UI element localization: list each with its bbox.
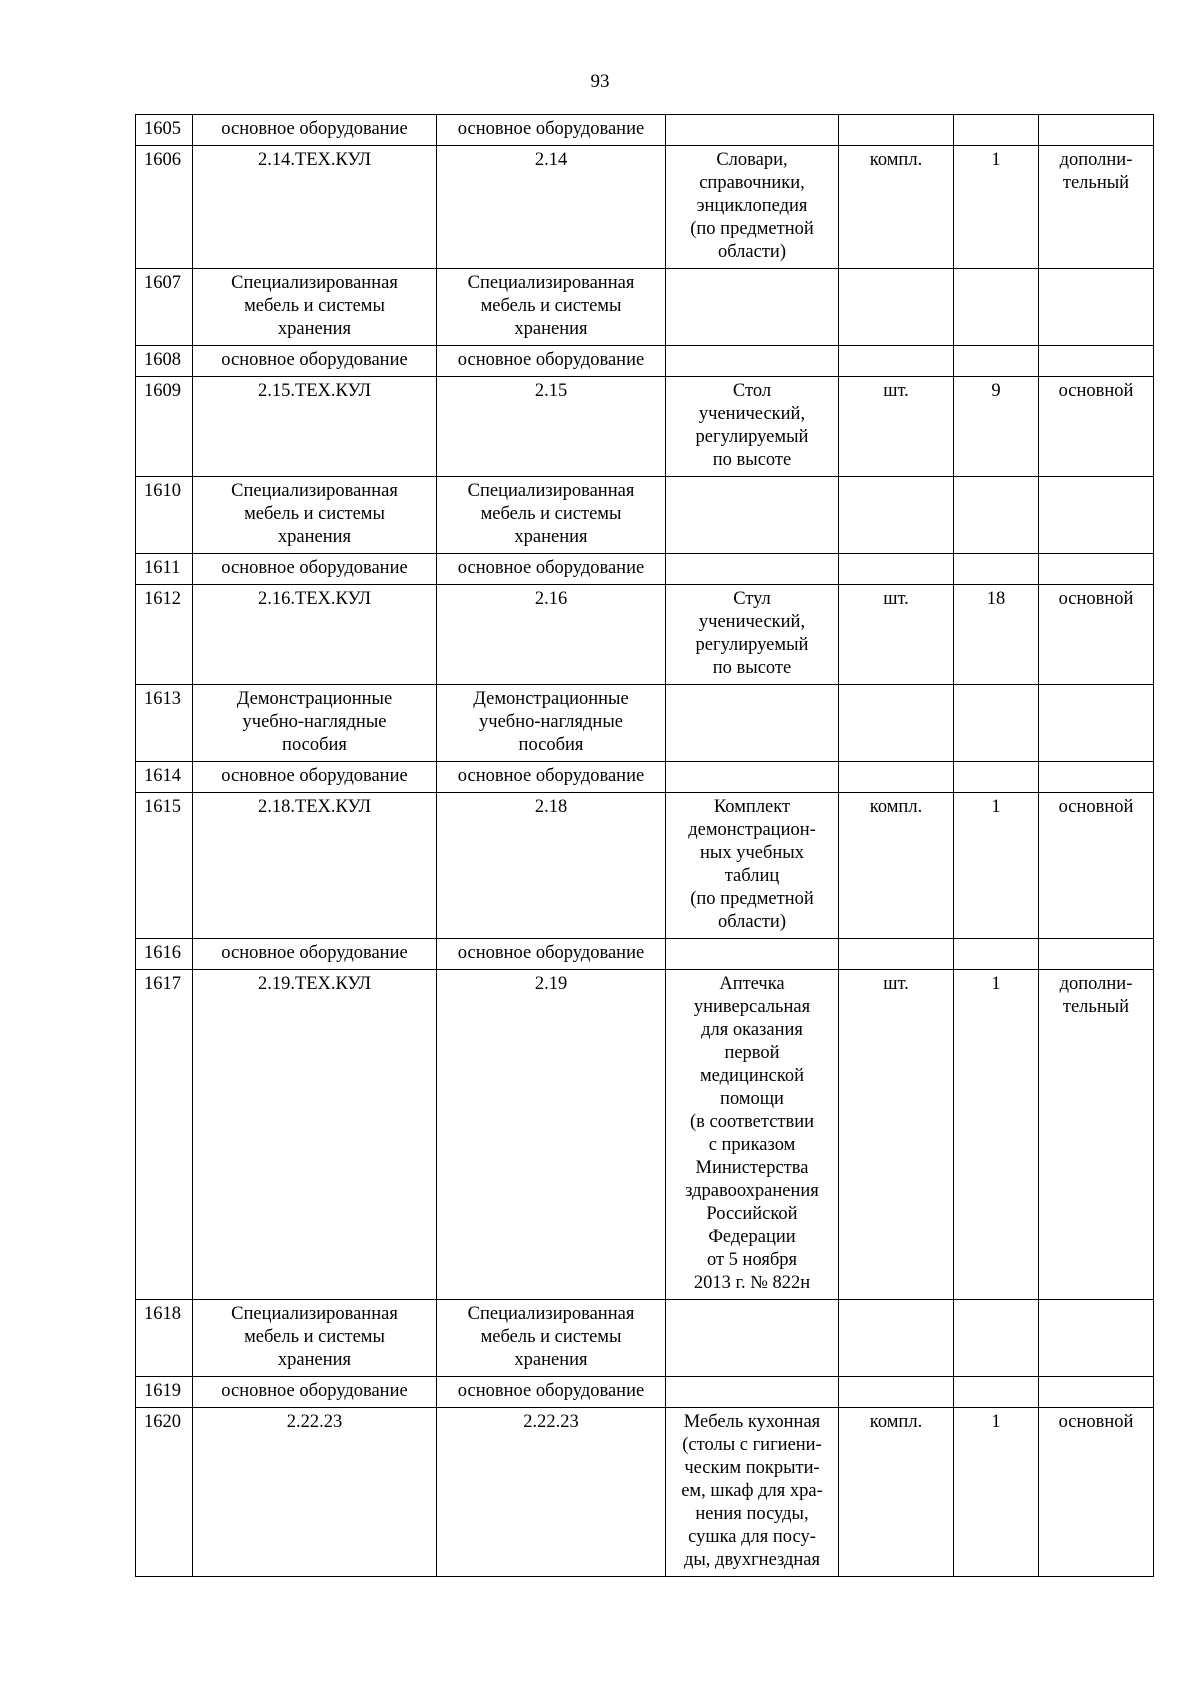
code-cell: 2.22.23 <box>193 1408 437 1577</box>
row-number-cell: 1610 <box>136 477 193 554</box>
row-number-cell: 1615 <box>136 793 193 939</box>
table-row <box>136 762 1154 793</box>
unit-cell <box>839 939 954 970</box>
code-cell: Специализированная мебель и системы хранения <box>193 269 437 346</box>
item-code-cell: основное оборудование <box>437 939 666 970</box>
table-body <box>136 115 1154 1577</box>
item-name-cell <box>666 762 839 793</box>
item-name-cell: Комплект демонстрацион- ных учебных таблиц (по предметной области) <box>666 793 839 939</box>
page-number: 93 <box>590 71 610 92</box>
type-cell <box>1039 939 1154 970</box>
table-row <box>136 685 1154 762</box>
unit-cell <box>839 685 954 762</box>
type-cell <box>1039 554 1154 585</box>
row-number-cell: 1620 <box>136 1408 193 1577</box>
quantity-cell <box>954 685 1039 762</box>
unit-cell <box>839 1377 954 1408</box>
unit-cell <box>839 554 954 585</box>
quantity-cell: 18 <box>954 585 1039 685</box>
table-row <box>136 346 1154 377</box>
quantity-cell <box>954 1300 1039 1377</box>
row-number-cell: 1612 <box>136 585 193 685</box>
unit-cell: шт. <box>839 377 954 477</box>
table-row <box>136 1408 1154 1577</box>
item-code-cell: Специализированная мебель и системы хранения <box>437 1300 666 1377</box>
quantity-cell <box>954 762 1039 793</box>
type-cell <box>1039 477 1154 554</box>
item-code-cell: основное оборудование <box>437 762 666 793</box>
quantity-cell: 1 <box>954 793 1039 939</box>
item-name-cell <box>666 269 839 346</box>
table-row <box>136 269 1154 346</box>
unit-cell: компл. <box>839 1408 954 1577</box>
item-name-cell <box>666 1377 839 1408</box>
item-name-cell <box>666 115 839 146</box>
item-name-cell <box>666 346 839 377</box>
code-cell: основное оборудование <box>193 939 437 970</box>
quantity-cell <box>954 554 1039 585</box>
row-number-cell: 1614 <box>136 762 193 793</box>
quantity-cell <box>954 939 1039 970</box>
item-code-cell: основное оборудование <box>437 554 666 585</box>
item-code-cell: 2.18 <box>437 793 666 939</box>
code-cell: 2.15.ТЕХ.КУЛ <box>193 377 437 477</box>
quantity-cell <box>954 115 1039 146</box>
type-cell <box>1039 685 1154 762</box>
item-code-cell: 2.19 <box>437 970 666 1300</box>
row-number-cell: 1609 <box>136 377 193 477</box>
item-name-cell: Мебель кухонная (столы с гигиени- ческим покрыти- ем, шкаф для хра- нения посуды, сушка для посу- ды, двухгнездная <box>666 1408 839 1577</box>
code-cell: 2.18.ТЕХ.КУЛ <box>193 793 437 939</box>
item-code-cell: 2.16 <box>437 585 666 685</box>
table-row <box>136 477 1154 554</box>
table-row <box>136 793 1154 939</box>
quantity-cell <box>954 477 1039 554</box>
unit-cell: компл. <box>839 793 954 939</box>
type-cell <box>1039 346 1154 377</box>
row-number-cell: 1618 <box>136 1300 193 1377</box>
type-cell <box>1039 115 1154 146</box>
type-cell: основной <box>1039 793 1154 939</box>
table-row <box>136 146 1154 269</box>
item-name-cell <box>666 939 839 970</box>
item-name-cell <box>666 477 839 554</box>
row-number-cell: 1617 <box>136 970 193 1300</box>
unit-cell: шт. <box>839 585 954 685</box>
type-cell: основной <box>1039 377 1154 477</box>
quantity-cell: 1 <box>954 970 1039 1300</box>
quantity-cell: 9 <box>954 377 1039 477</box>
item-code-cell: Специализированная мебель и системы хранения <box>437 477 666 554</box>
quantity-cell <box>954 1377 1039 1408</box>
item-code-cell: 2.22.23 <box>437 1408 666 1577</box>
code-cell: основное оборудование <box>193 554 437 585</box>
code-cell: основное оборудование <box>193 115 437 146</box>
code-cell: Специализированная мебель и системы хранения <box>193 1300 437 1377</box>
unit-cell <box>839 762 954 793</box>
row-number-cell: 1607 <box>136 269 193 346</box>
item-code-cell: основное оборудование <box>437 346 666 377</box>
quantity-cell: 1 <box>954 1408 1039 1577</box>
code-cell: основное оборудование <box>193 762 437 793</box>
quantity-cell <box>954 269 1039 346</box>
item-name-cell: Словари, справочники, энциклопедия (по предметной области) <box>666 146 839 269</box>
item-code-cell: Демонстрационные учебно-наглядные пособия <box>437 685 666 762</box>
item-name-cell: Стол ученический, регулируемый по высоте <box>666 377 839 477</box>
table-row <box>136 939 1154 970</box>
code-cell: 2.19.ТЕХ.КУЛ <box>193 970 437 1300</box>
code-cell: Специализированная мебель и системы хранения <box>193 477 437 554</box>
table-row <box>136 377 1154 477</box>
unit-cell: компл. <box>839 146 954 269</box>
row-number-cell: 1605 <box>136 115 193 146</box>
equipment-table <box>135 114 1154 1577</box>
code-cell: 2.14.ТЕХ.КУЛ <box>193 146 437 269</box>
table-row <box>136 1300 1154 1377</box>
row-number-cell: 1611 <box>136 554 193 585</box>
item-code-cell: Специализированная мебель и системы хранения <box>437 269 666 346</box>
unit-cell <box>839 477 954 554</box>
unit-cell <box>839 346 954 377</box>
item-name-cell: Аптечка универсальная для оказания первой медицинской помощи (в соответствии с приказом Министерства здравоохранения Российской Федерации от 5 ноября 2013 г. № 822н <box>666 970 839 1300</box>
type-cell <box>1039 269 1154 346</box>
table-row <box>136 554 1154 585</box>
table-row <box>136 970 1154 1300</box>
unit-cell <box>839 1300 954 1377</box>
row-number-cell: 1608 <box>136 346 193 377</box>
code-cell: основное оборудование <box>193 346 437 377</box>
unit-cell <box>839 269 954 346</box>
type-cell: дополни- тельный <box>1039 970 1154 1300</box>
table-row <box>136 115 1154 146</box>
item-name-cell: Стул ученический, регулируемый по высоте <box>666 585 839 685</box>
row-number-cell: 1613 <box>136 685 193 762</box>
code-cell: 2.16.ТЕХ.КУЛ <box>193 585 437 685</box>
row-number-cell: 1616 <box>136 939 193 970</box>
quantity-cell: 1 <box>954 146 1039 269</box>
type-cell <box>1039 1377 1154 1408</box>
row-number-cell: 1619 <box>136 1377 193 1408</box>
item-code-cell: 2.15 <box>437 377 666 477</box>
item-name-cell <box>666 685 839 762</box>
code-cell: основное оборудование <box>193 1377 437 1408</box>
unit-cell <box>839 115 954 146</box>
table-row <box>136 1377 1154 1408</box>
item-code-cell: 2.14 <box>437 146 666 269</box>
unit-cell: шт. <box>839 970 954 1300</box>
item-code-cell: основное оборудование <box>437 1377 666 1408</box>
item-name-cell <box>666 1300 839 1377</box>
type-cell <box>1039 1300 1154 1377</box>
type-cell: основной <box>1039 585 1154 685</box>
item-code-cell: основное оборудование <box>437 115 666 146</box>
item-name-cell <box>666 554 839 585</box>
type-cell: дополни- тельный <box>1039 146 1154 269</box>
table-row <box>136 585 1154 685</box>
code-cell: Демонстрационные учебно-наглядные пособия <box>193 685 437 762</box>
type-cell <box>1039 762 1154 793</box>
row-number-cell: 1606 <box>136 146 193 269</box>
quantity-cell <box>954 346 1039 377</box>
type-cell: основной <box>1039 1408 1154 1577</box>
